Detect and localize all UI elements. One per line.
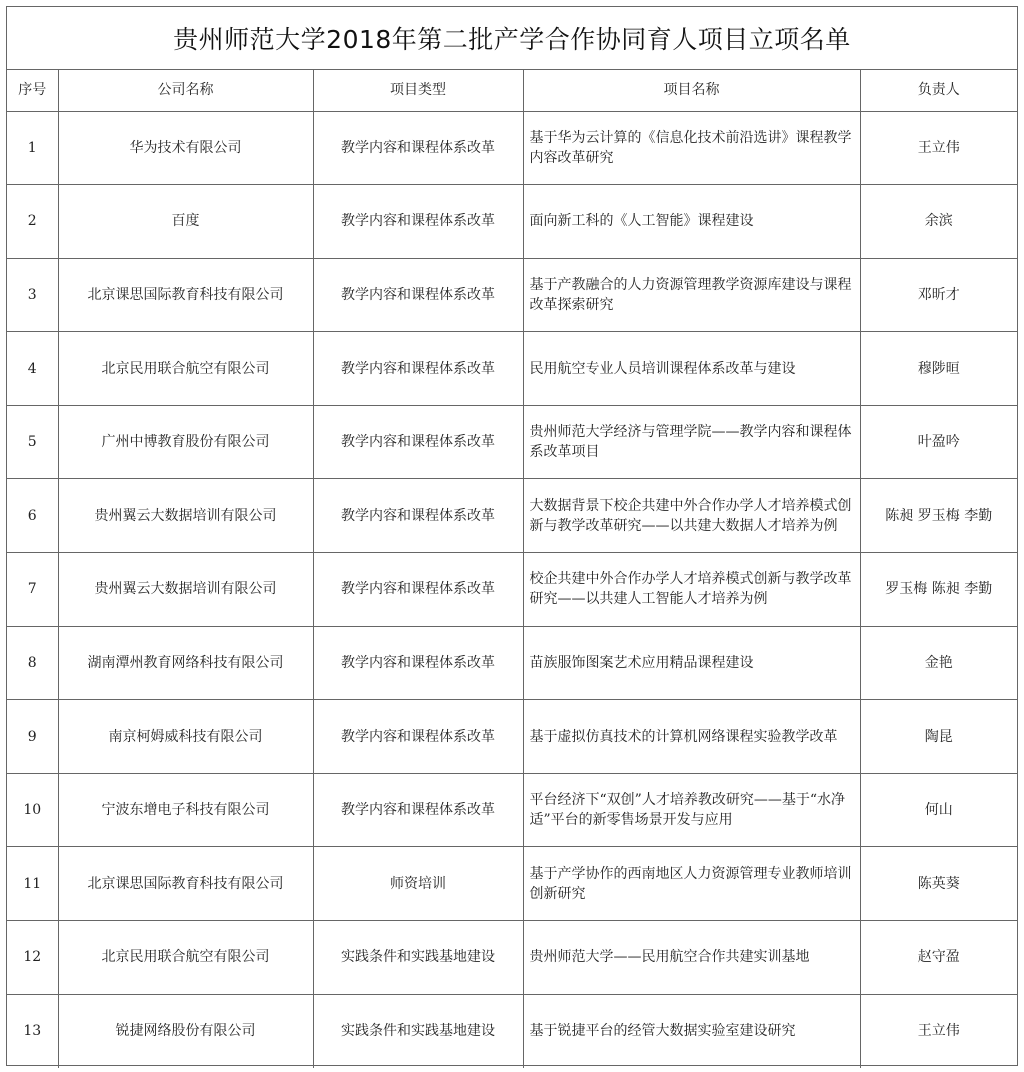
cell-no: 13 — [7, 994, 58, 1068]
header-project: 项目名称 — [523, 70, 860, 111]
cell-no: 3 — [7, 258, 58, 332]
cell-type: 师资培训 — [313, 847, 523, 921]
cell-type: 教学内容和课程体系改革 — [313, 111, 523, 185]
cell-leader: 赵守盈 — [860, 921, 1017, 995]
cell-type: 教学内容和课程体系改革 — [313, 553, 523, 627]
table-row — [7, 332, 1017, 406]
cell-company: 北京民用联合航空有限公司 — [58, 921, 313, 995]
cell-no: 5 — [7, 405, 58, 479]
table-body — [7, 111, 1017, 1068]
cell-type: 教学内容和课程体系改革 — [313, 626, 523, 700]
cell-no: 4 — [7, 332, 58, 406]
cell-leader: 金艳 — [860, 626, 1017, 700]
cell-type: 教学内容和课程体系改革 — [313, 773, 523, 847]
cell-company: 北京课思国际教育科技有限公司 — [58, 258, 313, 332]
cell-leader: 罗玉梅 陈昶 李勤 — [860, 553, 1017, 627]
cell-type: 教学内容和课程体系改革 — [313, 332, 523, 406]
cell-no: 2 — [7, 185, 58, 259]
cell-project: 贵州师范大学——民用航空合作共建实训基地 — [523, 921, 860, 995]
table-row — [7, 921, 1017, 995]
cell-company: 贵州翼云大数据培训有限公司 — [58, 553, 313, 627]
cell-type: 实践条件和实践基地建设 — [313, 994, 523, 1068]
cell-no: 11 — [7, 847, 58, 921]
cell-project: 基于产学协作的西南地区人力资源管理专业教师培训创新研究 — [523, 847, 860, 921]
cell-company: 北京课思国际教育科技有限公司 — [58, 847, 313, 921]
table-row — [7, 553, 1017, 627]
table-row — [7, 405, 1017, 479]
cell-leader: 穆陟晅 — [860, 332, 1017, 406]
project-table — [7, 70, 1017, 1068]
cell-type: 教学内容和课程体系改革 — [313, 258, 523, 332]
cell-company: 宁波东增电子科技有限公司 — [58, 773, 313, 847]
project-list-sheet — [6, 6, 1018, 1066]
cell-project: 大数据背景下校企共建中外合作办学人才培养模式创新与教学改革研究——以共建大数据人才培养为例 — [523, 479, 860, 553]
cell-leader: 余滨 — [860, 185, 1017, 259]
header-company: 公司名称 — [58, 70, 313, 111]
page-title: 贵州师范大学2018年第二批产学合作协同育人项目立项名单 — [7, 7, 1017, 70]
cell-no: 9 — [7, 700, 58, 774]
cell-company: 南京柯姆威科技有限公司 — [58, 700, 313, 774]
cell-type: 实践条件和实践基地建设 — [313, 921, 523, 995]
cell-project: 基于华为云计算的《信息化技术前沿选讲》课程教学内容改革研究 — [523, 111, 860, 185]
cell-project: 基于虚拟仿真技术的计算机网络课程实验教学改革 — [523, 700, 860, 774]
cell-leader: 陶昆 — [860, 700, 1017, 774]
cell-no: 8 — [7, 626, 58, 700]
table-row — [7, 994, 1017, 1068]
cell-type: 教学内容和课程体系改革 — [313, 405, 523, 479]
cell-leader: 陈昶 罗玉梅 李勤 — [860, 479, 1017, 553]
cell-project: 平台经济下“双创”人才培养教改研究——基于“水净适”平台的新零售场景开发与应用 — [523, 773, 860, 847]
cell-no: 7 — [7, 553, 58, 627]
cell-company: 华为技术有限公司 — [58, 111, 313, 185]
header-no: 序号 — [7, 70, 58, 111]
cell-company: 百度 — [58, 185, 313, 259]
table-row — [7, 773, 1017, 847]
cell-type: 教学内容和课程体系改革 — [313, 479, 523, 553]
cell-project: 苗族服饰图案艺术应用精品课程建设 — [523, 626, 860, 700]
cell-type: 教学内容和课程体系改革 — [313, 700, 523, 774]
cell-leader: 王立伟 — [860, 111, 1017, 185]
cell-no: 1 — [7, 111, 58, 185]
cell-company: 湖南潭州教育网络科技有限公司 — [58, 626, 313, 700]
cell-project: 贵州师范大学经济与管理学院——教学内容和课程体系改革项目 — [523, 405, 860, 479]
cell-company: 广州中博教育股份有限公司 — [58, 405, 313, 479]
header-leader: 负责人 — [860, 70, 1017, 111]
table-header-row — [7, 70, 1017, 111]
cell-no: 10 — [7, 773, 58, 847]
cell-company: 贵州翼云大数据培训有限公司 — [58, 479, 313, 553]
cell-leader: 王立伟 — [860, 994, 1017, 1068]
cell-company: 北京民用联合航空有限公司 — [58, 332, 313, 406]
cell-no: 6 — [7, 479, 58, 553]
table-row — [7, 700, 1017, 774]
cell-type: 教学内容和课程体系改革 — [313, 185, 523, 259]
cell-leader: 邓昕才 — [860, 258, 1017, 332]
cell-leader: 陈英葵 — [860, 847, 1017, 921]
table-row — [7, 847, 1017, 921]
table-row — [7, 185, 1017, 259]
table-row — [7, 111, 1017, 185]
cell-company: 锐捷网络股份有限公司 — [58, 994, 313, 1068]
table-row — [7, 479, 1017, 553]
cell-project: 基于锐捷平台的经管大数据实验室建设研究 — [523, 994, 860, 1068]
cell-project: 基于产教融合的人力资源管理教学资源库建设与课程改革探索研究 — [523, 258, 860, 332]
cell-leader: 何山 — [860, 773, 1017, 847]
cell-project: 面向新工科的《人工智能》课程建设 — [523, 185, 860, 259]
cell-project: 民用航空专业人员培训课程体系改革与建设 — [523, 332, 860, 406]
cell-project: 校企共建中外合作办学人才培养模式创新与教学改革研究——以共建人工智能人才培养为例 — [523, 553, 860, 627]
cell-leader: 叶盈吟 — [860, 405, 1017, 479]
header-type: 项目类型 — [313, 70, 523, 111]
table-row — [7, 626, 1017, 700]
cell-no: 12 — [7, 921, 58, 995]
table-row — [7, 258, 1017, 332]
